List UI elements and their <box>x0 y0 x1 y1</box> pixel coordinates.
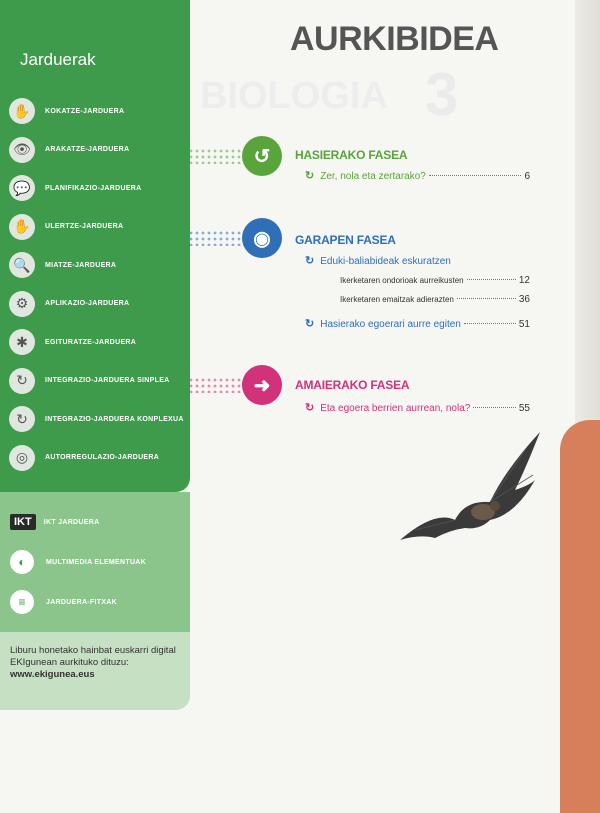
legend-sidebar <box>0 0 190 813</box>
activity-item <box>0 289 190 319</box>
activity-label: APLIKAZIO-JARDUERA <box>45 300 130 307</box>
page-number: 36 <box>518 294 530 305</box>
dots-decoration <box>188 377 243 393</box>
activity-label: PLANIFIKAZIO-JARDUERA <box>45 184 142 192</box>
phase-title: HASIERAKO FASEA <box>295 148 408 162</box>
page-number: 12 <box>518 275 530 286</box>
activity-label: KOKATZE-JARDUERA <box>45 107 125 115</box>
activities-panel <box>0 0 190 492</box>
integration-complex-icon: ↻ <box>9 406 35 432</box>
tool-label: MULTIMEDIA ELEMENTUAK <box>46 558 147 566</box>
note-text: Liburu honetako hainbat euskarri digital EKIgunean aurkituko dituzu: <box>10 645 176 668</box>
integration-simple-icon: ↻ <box>9 368 35 394</box>
entry-arrow-icon: ↻ <box>305 318 315 330</box>
page-number: 51 <box>518 319 530 330</box>
activity-item <box>0 96 190 126</box>
self-regulation-icon: ◎ <box>9 445 35 471</box>
start-phase-icon: ↺ <box>242 136 282 176</box>
activity-label: AUTORREGULAZIO-JARDUERA <box>45 454 160 461</box>
tools-panel <box>0 492 190 632</box>
dot-leader <box>429 175 522 176</box>
entry-arrow-icon: ↻ <box>305 255 315 267</box>
activities-heading: Jarduerak <box>20 50 96 69</box>
tool-ikt <box>10 510 99 534</box>
digital-resources-note <box>0 632 190 710</box>
puzzle-icon: ✱ <box>9 329 35 355</box>
toc-entry[interactable] <box>305 254 530 267</box>
activity-item <box>0 327 190 357</box>
toc-entry[interactable] <box>340 275 530 286</box>
ikt-icon: IKT <box>10 514 36 530</box>
page-number: 55 <box>518 403 530 414</box>
page-title: AURKIBIDEA <box>290 20 499 58</box>
dots-decoration <box>188 230 243 246</box>
toc-entry[interactable] <box>305 169 530 182</box>
activity-label: INTEGRAZIO-JARDUERA SINPLEA <box>45 377 170 384</box>
activity-label: ULERTZE-JARDUERA <box>45 223 124 230</box>
background-watermark-text: BIOLOGIA <box>200 75 388 117</box>
dot-leader <box>464 323 516 324</box>
facing-page-photo <box>560 420 600 813</box>
end-phase-icon: ➜ <box>242 365 282 405</box>
entry-text: Eta egoera berrien aurrean, nola? <box>320 403 471 414</box>
activity-label: MIATZE-JARDUERA <box>45 261 117 269</box>
comprehension-icon: ✋ <box>9 214 35 240</box>
activity-item <box>0 404 190 434</box>
toc-entry[interactable] <box>340 294 530 305</box>
entry-text: Ikerketaren emaitzak adierazten <box>340 295 454 304</box>
entry-arrow-icon: ↻ <box>305 402 315 414</box>
magnifier-icon: 🔍 <box>9 252 35 278</box>
location-activity-icon: ✋ <box>9 98 35 124</box>
activity-sheet-icon: ≡ <box>10 590 34 614</box>
dot-leader <box>473 407 516 408</box>
entry-arrow-icon: ↻ <box>305 170 315 182</box>
eye-icon: 👁 <box>9 137 35 163</box>
background-watermark-number: 3 <box>425 61 459 128</box>
entry-text: Eduki-baliabideak eskuratzen <box>320 256 451 267</box>
activity-item <box>0 366 190 396</box>
toc-entry[interactable] <box>305 401 530 414</box>
activity-label: ARAKATZE-JARDUERA <box>45 146 130 153</box>
dot-leader <box>457 298 516 299</box>
tool-multimedia <box>10 550 146 574</box>
phase-title: GARAPEN FASEA <box>295 233 396 247</box>
entry-text: Ikerketaren ondorioak aurreikusten <box>340 276 464 285</box>
phase-title: AMAIERAKO FASEA <box>295 378 410 392</box>
tool-label: IKT JARDUERA <box>43 518 100 526</box>
tool-label: JARDUERA-FITXAK <box>46 598 117 606</box>
multimedia-icon: ◐ <box>10 550 34 574</box>
activity-item <box>0 212 190 242</box>
dots-decoration <box>188 148 243 164</box>
tool-activity-sheets <box>10 590 117 614</box>
development-phase-icon: ◉ <box>242 218 282 258</box>
ekigunea-link[interactable]: www.ekigunea.eus <box>10 669 95 680</box>
activity-item <box>0 173 190 203</box>
page-number: 6 <box>524 171 530 182</box>
toc-entry[interactable] <box>305 317 530 330</box>
activity-label: INTEGRAZIO-JARDUERA KONPLEXUA <box>45 415 184 423</box>
activity-item <box>0 250 190 280</box>
speech-bubbles-icon: 💬 <box>9 175 35 201</box>
dot-leader <box>467 279 516 280</box>
entry-text: Zer, nola eta zertarako? <box>320 171 426 182</box>
activity-item <box>0 443 190 473</box>
entry-text: Hasierako egoerari aurre egiten <box>320 319 461 330</box>
gears-icon: ⚙ <box>9 291 35 317</box>
activity-label: EGITURATZE-JARDUERA <box>45 338 137 346</box>
bat-illustration <box>395 430 545 550</box>
activity-item <box>0 135 190 165</box>
